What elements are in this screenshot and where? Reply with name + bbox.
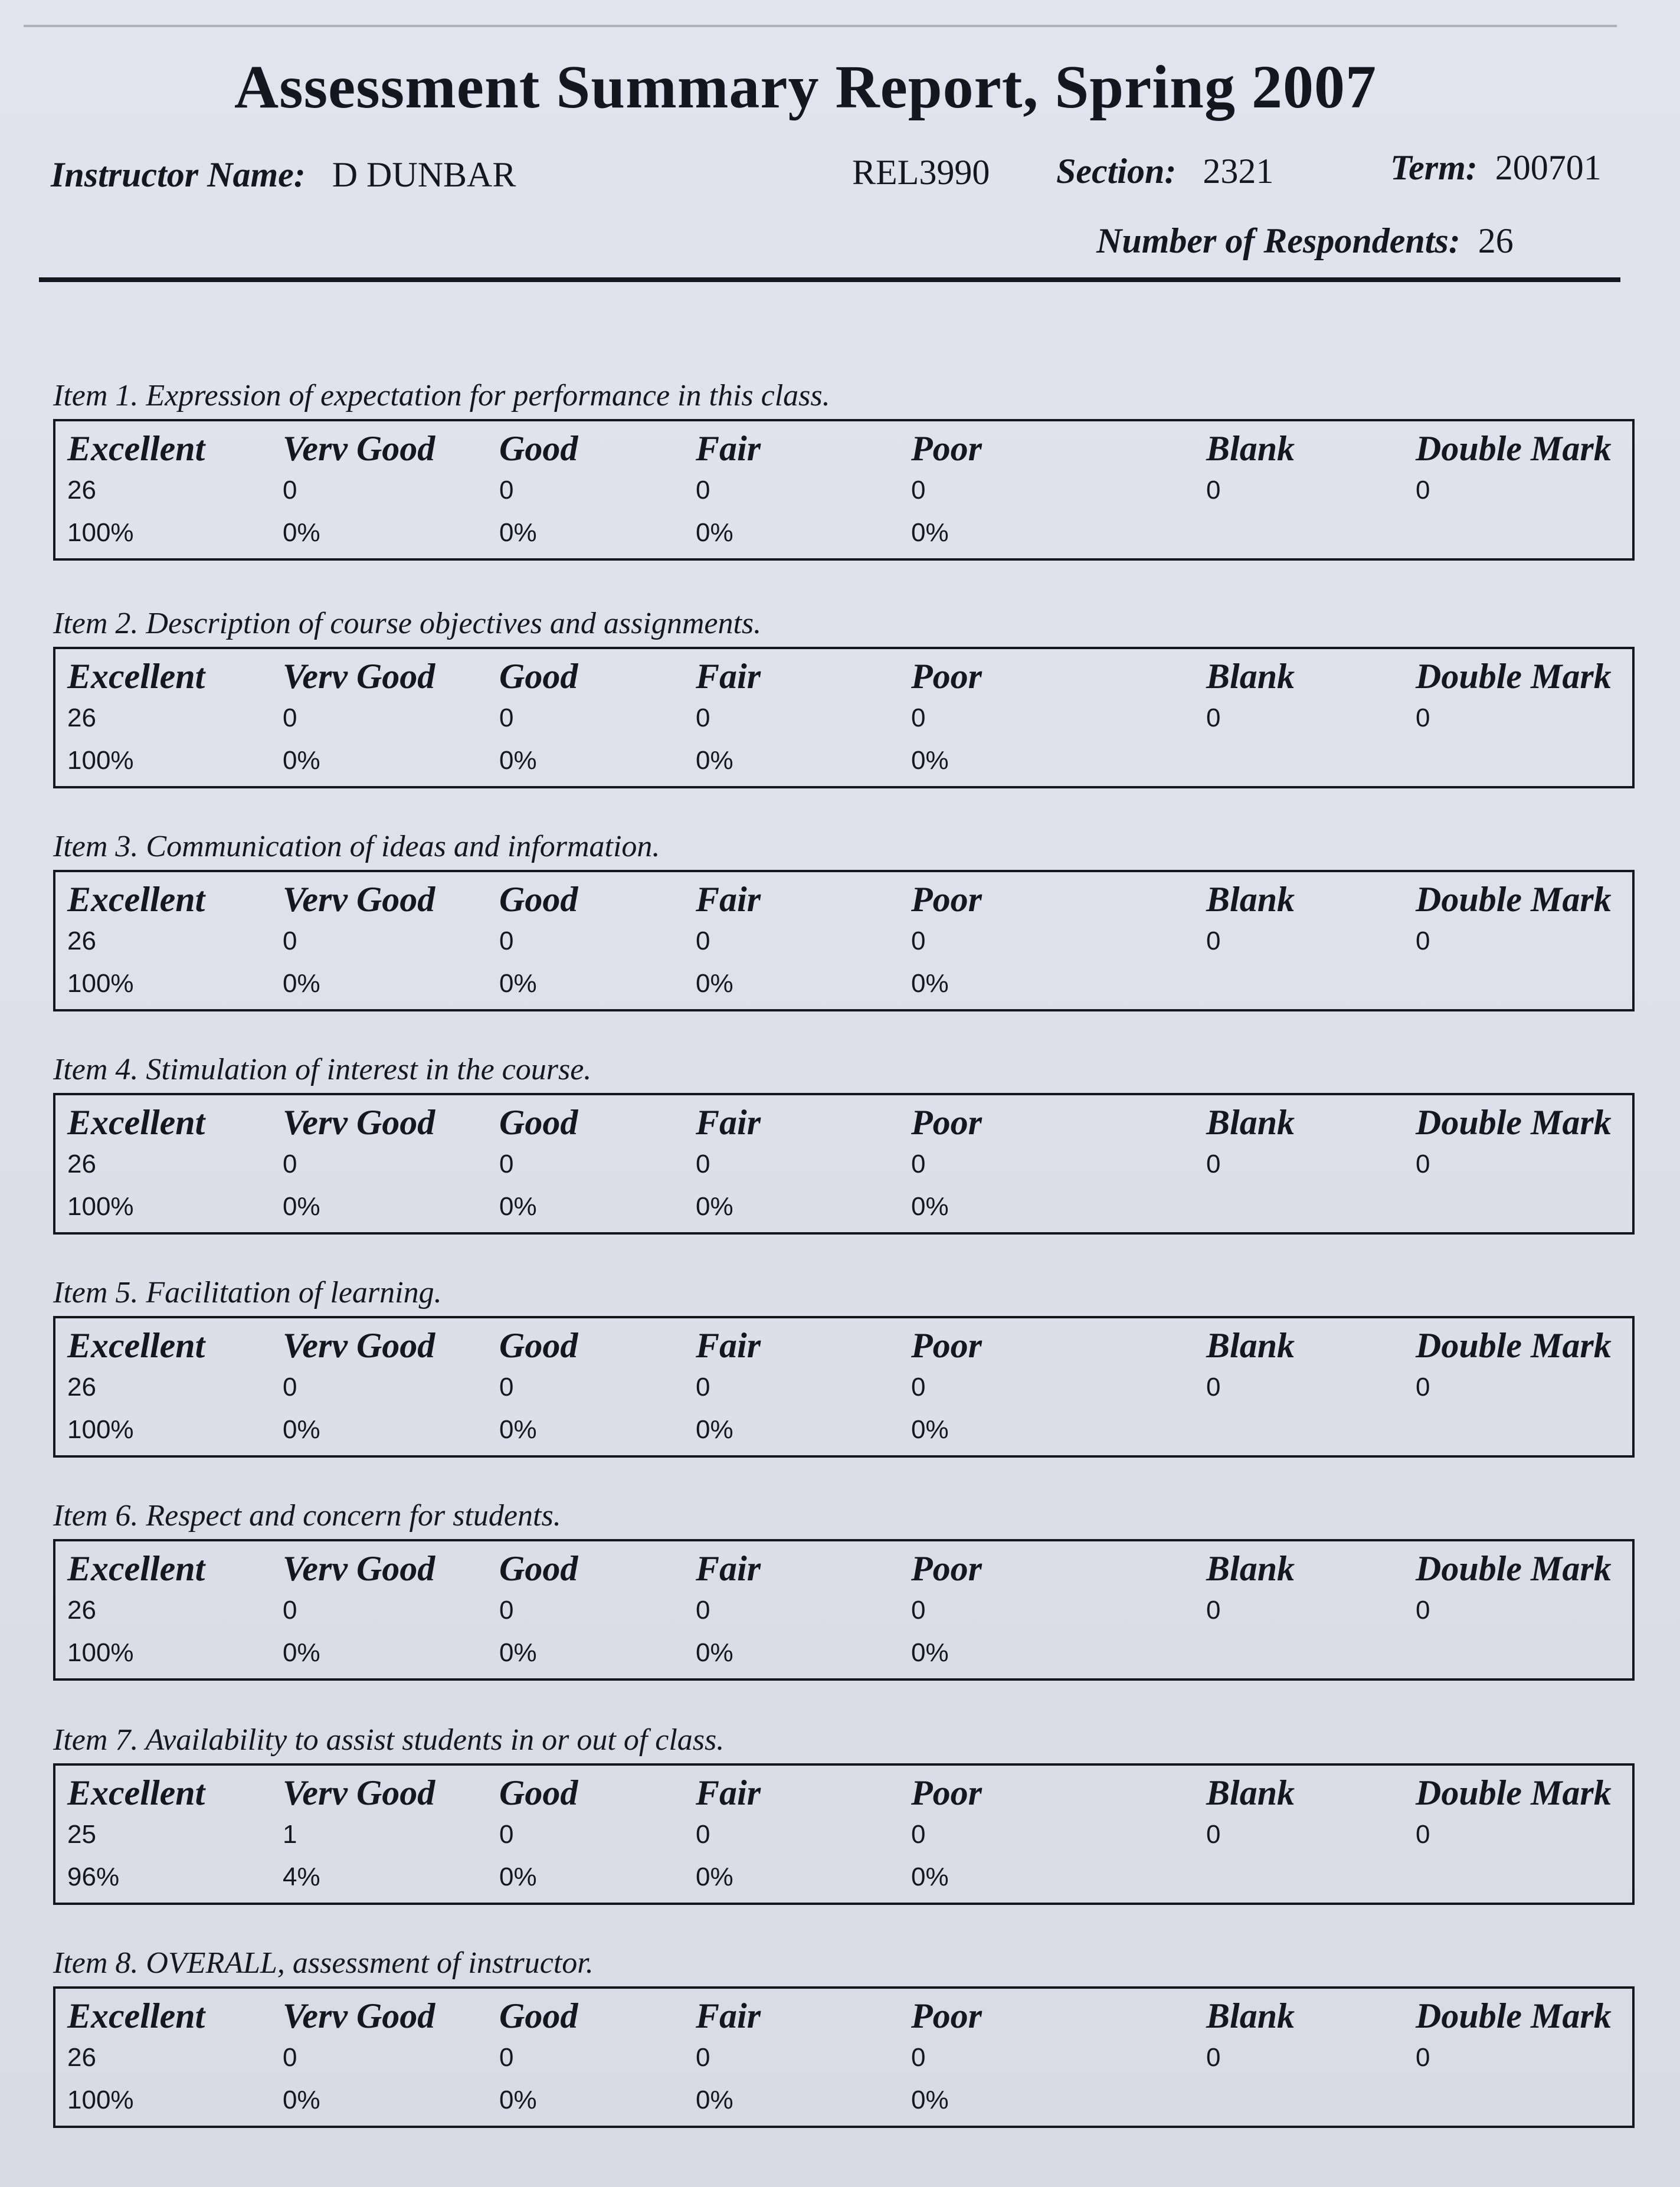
course-field (852, 152, 990, 193)
column-header: Good (499, 429, 578, 468)
response-percent: 4% (283, 1862, 320, 1891)
response-count: 0 (911, 1596, 926, 1625)
column-header: Double Mark (1416, 1773, 1612, 1812)
column-header: Good (499, 1996, 578, 2035)
column-header: Excellent (67, 1773, 205, 1812)
response-count: 0 (696, 703, 710, 732)
response-count: 26 (67, 1373, 96, 1402)
response-count: 0 (1206, 703, 1221, 732)
result-column (283, 1995, 435, 2121)
response-count: 0 (499, 703, 514, 732)
item-title: Item 2. Description of course objectives and assignments. (53, 607, 762, 640)
response-percent: 0% (499, 2085, 537, 2114)
respondents-field (1096, 221, 1514, 261)
column-header: Blank (1206, 1103, 1295, 1142)
section-label: Section: (1056, 152, 1177, 191)
result-column (283, 1772, 435, 1898)
item-results-box (53, 1093, 1635, 1235)
response-count: 0 (283, 926, 297, 955)
result-column (1206, 1324, 1295, 1408)
column-header: Excellent (67, 657, 205, 696)
response-percent: 0% (696, 969, 733, 998)
result-column (1416, 427, 1612, 511)
result-column (696, 1101, 761, 1227)
response-count: 0 (911, 926, 926, 955)
result-column (911, 1547, 982, 1674)
assessment-item-5 (53, 1275, 1635, 1458)
item-results-box (53, 1986, 1635, 2128)
item-results-box (53, 1763, 1635, 1905)
response-count: 0 (1416, 476, 1430, 505)
response-percent: 0% (911, 1638, 949, 1667)
term-label: Term: (1390, 148, 1478, 187)
response-count: 26 (67, 476, 96, 505)
result-column (67, 1101, 205, 1227)
result-column (1206, 1772, 1295, 1855)
column-header: Good (499, 1326, 578, 1365)
column-header: Blank (1206, 429, 1295, 468)
response-percent: 0% (696, 1192, 733, 1221)
result-column (696, 1547, 761, 1674)
result-column (696, 878, 761, 1004)
column-header: Blank (1206, 657, 1295, 696)
term-field (1390, 148, 1602, 188)
result-column (499, 427, 578, 554)
response-count: 0 (911, 703, 926, 732)
response-count: 0 (499, 1820, 514, 1849)
result-column (67, 1995, 205, 2121)
result-column (499, 1324, 578, 1451)
report-title: Assessment Summary Report, Spring 2007 (234, 53, 1377, 121)
response-count: 0 (1416, 1373, 1430, 1402)
column-header: Excellent (67, 1549, 205, 1588)
column-header: Fair (696, 1326, 761, 1365)
response-count: 0 (499, 926, 514, 955)
assessment-item-7 (53, 1722, 1635, 1905)
item-results-box (53, 1539, 1635, 1681)
column-header: Verv Good (283, 1549, 435, 1588)
response-count: 0 (283, 1596, 297, 1625)
item-title: Item 6. Respect and concern for students. (53, 1499, 561, 1533)
column-header: Excellent (67, 880, 205, 919)
column-header: Poor (911, 1996, 982, 2035)
result-column (696, 1995, 761, 2121)
result-column (1416, 655, 1612, 739)
assessment-item-1 (53, 378, 1635, 561)
response-percent: 100% (67, 2085, 134, 2114)
result-column (67, 427, 205, 554)
response-percent: 0% (499, 746, 537, 775)
response-count: 0 (696, 1373, 710, 1402)
column-header: Poor (911, 1326, 982, 1365)
response-count: 0 (1206, 926, 1221, 955)
result-column (499, 878, 578, 1004)
column-header: Verv Good (283, 429, 435, 468)
column-header: Verv Good (283, 880, 435, 919)
result-column (283, 655, 435, 781)
assessment-item-2 (53, 605, 1635, 788)
response-percent: 0% (283, 2085, 320, 2114)
result-column (67, 1547, 205, 1674)
result-column (499, 1101, 578, 1227)
response-count: 0 (499, 1596, 514, 1625)
column-header: Fair (696, 1996, 761, 2035)
column-header: Double Mark (1416, 1326, 1612, 1365)
response-percent: 0% (283, 969, 320, 998)
response-count: 26 (67, 926, 96, 955)
assessment-item-6 (53, 1498, 1635, 1681)
response-percent: 0% (499, 1415, 537, 1444)
item-title: Item 3. Communication of ideas and information. (53, 830, 660, 863)
response-count: 0 (1206, 1373, 1221, 1402)
response-percent: 0% (911, 518, 949, 547)
response-percent: 0% (283, 1415, 320, 1444)
result-column (1416, 1324, 1612, 1408)
column-header: Good (499, 1549, 578, 1588)
response-percent: 0% (283, 746, 320, 775)
response-percent: 100% (67, 746, 134, 775)
response-count: 0 (499, 1150, 514, 1178)
result-column (911, 655, 982, 781)
item-results-box (53, 647, 1635, 788)
response-count: 0 (283, 703, 297, 732)
response-count: 0 (499, 476, 514, 505)
column-header: Excellent (67, 1996, 205, 2035)
response-percent: 0% (499, 518, 537, 547)
response-count: 25 (67, 1820, 96, 1849)
column-header: Excellent (67, 1326, 205, 1365)
result-column (499, 1995, 578, 2121)
response-percent: 100% (67, 969, 134, 998)
header-rule (39, 277, 1620, 282)
response-count: 1 (283, 1820, 297, 1849)
column-header: Good (499, 1773, 578, 1812)
response-percent: 0% (499, 1192, 537, 1221)
result-column (1206, 1101, 1295, 1185)
result-column (1206, 655, 1295, 739)
response-percent: 100% (67, 1192, 134, 1221)
response-percent: 0% (911, 1862, 949, 1891)
response-count: 0 (499, 1373, 514, 1402)
response-percent: 100% (67, 1638, 134, 1667)
result-column (696, 427, 761, 554)
response-count: 0 (1206, 2043, 1221, 2072)
response-percent: 0% (283, 1192, 320, 1221)
response-percent: 0% (911, 746, 949, 775)
response-count: 0 (1416, 1596, 1430, 1625)
result-column (283, 1324, 435, 1451)
response-count: 0 (911, 1820, 926, 1849)
result-column (1416, 1995, 1612, 2078)
column-header: Good (499, 657, 578, 696)
result-column (911, 427, 982, 554)
column-header: Fair (696, 880, 761, 919)
column-header: Poor (911, 1773, 982, 1812)
item-results-box (53, 419, 1635, 561)
response-count: 0 (1206, 1596, 1221, 1625)
instructor-field (51, 155, 516, 195)
response-count: 0 (1416, 1150, 1430, 1178)
column-header: Verv Good (283, 1103, 435, 1142)
column-header: Double Mark (1416, 1996, 1612, 2035)
response-count: 0 (1416, 1820, 1430, 1849)
response-count: 0 (1416, 2043, 1430, 2072)
column-header: Blank (1206, 880, 1295, 919)
response-count: 0 (1416, 703, 1430, 732)
item-title: Item 1. Expression of expectation for performance in this class. (53, 379, 830, 412)
response-count: 0 (911, 476, 926, 505)
respondents-label: Number of Respondents: (1096, 221, 1460, 260)
assessment-item-8 (53, 1945, 1635, 2128)
response-count: 0 (1206, 1820, 1221, 1849)
column-header: Verv Good (283, 657, 435, 696)
column-header: Excellent (67, 429, 205, 468)
response-percent: 0% (696, 1862, 733, 1891)
result-column (283, 427, 435, 554)
response-percent: 0% (911, 2085, 949, 2114)
response-count: 0 (696, 1820, 710, 1849)
response-percent: 0% (499, 969, 537, 998)
column-header: Fair (696, 1773, 761, 1812)
response-percent: 0% (499, 1638, 537, 1667)
column-header: Verv Good (283, 1326, 435, 1365)
response-percent: 100% (67, 518, 134, 547)
column-header: Poor (911, 1103, 982, 1142)
section-value: 2321 (1203, 152, 1274, 191)
response-count: 0 (499, 2043, 514, 2072)
section-field (1056, 151, 1273, 192)
column-header: Double Mark (1416, 1549, 1612, 1588)
column-header: Blank (1206, 1326, 1295, 1365)
item-title: Item 5. Facilitation of learning. (53, 1276, 442, 1309)
response-count: 0 (283, 1150, 297, 1178)
item-title: Item 7. Availability to assist students in or out of class. (53, 1723, 725, 1757)
result-column (1206, 1547, 1295, 1631)
response-percent: 0% (911, 1415, 949, 1444)
column-header: Blank (1206, 1549, 1295, 1588)
response-count: 0 (1206, 1150, 1221, 1178)
item-results-box (53, 870, 1635, 1011)
result-column (1416, 878, 1612, 962)
result-column (283, 1547, 435, 1674)
response-count: 0 (1206, 476, 1221, 505)
response-count: 0 (283, 2043, 297, 2072)
response-count: 26 (67, 703, 96, 732)
response-count: 0 (283, 476, 297, 505)
response-count: 0 (696, 926, 710, 955)
response-percent: 100% (67, 1415, 134, 1444)
course-code: REL3990 (852, 153, 990, 192)
column-header: Good (499, 1103, 578, 1142)
response-count: 0 (911, 2043, 926, 2072)
column-header: Fair (696, 429, 761, 468)
instructor-name: D DUNBAR (332, 155, 516, 194)
response-count: 26 (67, 2043, 96, 2072)
column-header: Excellent (67, 1103, 205, 1142)
response-percent: 0% (499, 1862, 537, 1891)
response-percent: 0% (696, 518, 733, 547)
result-column (67, 655, 205, 781)
column-header: Poor (911, 429, 982, 468)
response-percent: 0% (696, 1415, 733, 1444)
column-header: Fair (696, 1549, 761, 1588)
response-count: 0 (696, 476, 710, 505)
item-results-box (53, 1316, 1635, 1458)
result-column (911, 878, 982, 1004)
item-title: Item 4. Stimulation of interest in the course. (53, 1053, 592, 1086)
response-count: 26 (67, 1596, 96, 1625)
response-percent: 0% (696, 2085, 733, 2114)
response-percent: 0% (696, 746, 733, 775)
result-column (696, 655, 761, 781)
response-count: 0 (911, 1373, 926, 1402)
response-count: 26 (67, 1150, 96, 1178)
result-column (283, 1101, 435, 1227)
result-column (911, 1324, 982, 1451)
instructor-label: Instructor Name: (51, 155, 306, 194)
column-header: Verv Good (283, 1996, 435, 2035)
result-column (67, 1772, 205, 1898)
assessment-item-3 (53, 829, 1635, 1011)
column-header: Double Mark (1416, 429, 1612, 468)
result-column (67, 1324, 205, 1451)
result-column (283, 878, 435, 1004)
column-header: Blank (1206, 1996, 1295, 2035)
assessment-item-4 (53, 1052, 1635, 1235)
result-column (67, 878, 205, 1004)
column-header: Fair (696, 1103, 761, 1142)
response-percent: 0% (283, 1638, 320, 1667)
top-edge-line (24, 25, 1617, 27)
column-header: Poor (911, 1549, 982, 1588)
respondents-value: 26 (1478, 221, 1514, 260)
column-header: Double Mark (1416, 1103, 1612, 1142)
response-percent: 0% (911, 969, 949, 998)
result-column (1206, 1995, 1295, 2078)
response-percent: 0% (911, 1192, 949, 1221)
result-column (1416, 1547, 1612, 1631)
response-count: 0 (283, 1373, 297, 1402)
result-column (499, 655, 578, 781)
column-header: Double Mark (1416, 880, 1612, 919)
column-header: Poor (911, 657, 982, 696)
column-header: Good (499, 880, 578, 919)
response-count: 0 (696, 1596, 710, 1625)
response-percent: 0% (283, 518, 320, 547)
result-column (911, 1101, 982, 1227)
column-header: Double Mark (1416, 657, 1612, 696)
column-header: Poor (911, 880, 982, 919)
term-value: 200701 (1495, 148, 1602, 187)
column-header: Blank (1206, 1773, 1295, 1812)
response-count: 0 (696, 1150, 710, 1178)
result-column (911, 1772, 982, 1898)
response-percent: 0% (696, 1638, 733, 1667)
response-count: 0 (696, 2043, 710, 2072)
response-count: 0 (1416, 926, 1430, 955)
result-column (696, 1324, 761, 1451)
response-count: 0 (911, 1150, 926, 1178)
result-column (911, 1995, 982, 2121)
result-column (1416, 1101, 1612, 1185)
response-percent: 96% (67, 1862, 120, 1891)
result-column (1206, 427, 1295, 511)
result-column (499, 1547, 578, 1674)
result-column (1416, 1772, 1612, 1855)
result-column (1206, 878, 1295, 962)
item-title: Item 8. OVERALL, assessment of instructor. (53, 1946, 594, 1980)
result-column (499, 1772, 578, 1898)
column-header: Verv Good (283, 1773, 435, 1812)
result-column (696, 1772, 761, 1898)
column-header: Fair (696, 657, 761, 696)
